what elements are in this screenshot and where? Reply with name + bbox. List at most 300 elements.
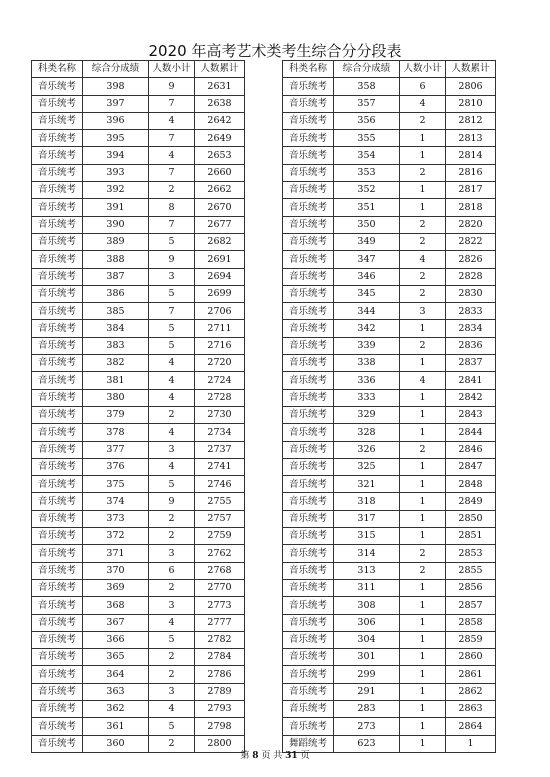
table-row xyxy=(283,233,496,250)
cell-category: 音乐统考 xyxy=(283,493,334,510)
table-row xyxy=(32,233,245,250)
cell-cumulative: 2843 xyxy=(446,406,496,423)
cell-category: 音乐统考 xyxy=(283,631,334,648)
cell-category: 音乐统考 xyxy=(32,424,83,441)
table-row xyxy=(32,285,245,302)
cell-cumulative: 2844 xyxy=(446,424,496,441)
cell-category: 音乐统考 xyxy=(32,597,83,614)
cell-count: 1 xyxy=(400,406,446,423)
cell-count: 5 xyxy=(149,285,195,302)
cell-count: 1 xyxy=(400,631,446,648)
table-row xyxy=(32,406,245,423)
cell-category: 音乐统考 xyxy=(32,199,83,216)
cell-count: 1 xyxy=(400,683,446,700)
page-footer xyxy=(0,748,550,761)
cell-score: 378 xyxy=(83,424,149,441)
cell-category: 音乐统考 xyxy=(32,579,83,596)
cell-count: 2 xyxy=(149,528,195,545)
cell-score: 365 xyxy=(83,649,149,666)
cell-category: 音乐统考 xyxy=(283,597,334,614)
table-row xyxy=(32,666,245,683)
cell-score: 353 xyxy=(334,164,400,181)
cell-category: 音乐统考 xyxy=(32,700,83,717)
table-row xyxy=(283,614,496,631)
page-title: 2020 年高考艺术类考生综合分分段表 xyxy=(148,42,402,60)
cell-score: 283 xyxy=(334,700,400,717)
cell-category: 音乐统考 xyxy=(283,579,334,596)
cell-count: 1 xyxy=(400,735,446,752)
header-count: 人数小计 xyxy=(400,61,446,78)
cell-count: 2 xyxy=(400,562,446,579)
cell-category: 音乐统考 xyxy=(283,78,334,95)
cell-category: 音乐统考 xyxy=(32,458,83,475)
cell-count: 6 xyxy=(400,78,446,95)
cell-category: 音乐统考 xyxy=(283,614,334,631)
table-row xyxy=(283,510,496,527)
cell-count: 2 xyxy=(400,285,446,302)
cell-score: 329 xyxy=(334,406,400,423)
cell-score: 379 xyxy=(83,406,149,423)
table-row xyxy=(32,355,245,372)
cell-count: 1 xyxy=(400,320,446,337)
cell-score: 375 xyxy=(83,476,149,493)
cell-score: 366 xyxy=(83,631,149,648)
table-row xyxy=(283,320,496,337)
cell-category: 音乐统考 xyxy=(32,78,83,95)
cell-cumulative: 2849 xyxy=(446,493,496,510)
cell-category: 音乐统考 xyxy=(32,182,83,199)
table-row xyxy=(283,389,496,406)
cell-count: 3 xyxy=(149,683,195,700)
cell-category: 音乐统考 xyxy=(283,545,334,562)
cell-score: 317 xyxy=(334,510,400,527)
cell-score: 315 xyxy=(334,528,400,545)
cell-cumulative: 1 xyxy=(446,735,496,752)
cell-score: 380 xyxy=(83,389,149,406)
cell-cumulative: 2757 xyxy=(195,510,245,527)
cell-category: 音乐统考 xyxy=(32,216,83,233)
cell-cumulative: 2728 xyxy=(195,389,245,406)
cell-cumulative: 2861 xyxy=(446,666,496,683)
cell-count: 2 xyxy=(149,510,195,527)
table-row xyxy=(283,285,496,302)
cell-category: 音乐统考 xyxy=(283,458,334,475)
cell-cumulative: 2853 xyxy=(446,545,496,562)
cell-count: 1 xyxy=(400,597,446,614)
table-row xyxy=(32,95,245,112)
cell-category: 舞蹈统考 xyxy=(283,735,334,752)
table-row xyxy=(32,164,245,181)
cell-cumulative: 2820 xyxy=(446,216,496,233)
table-row xyxy=(283,130,496,147)
cell-score: 384 xyxy=(83,320,149,337)
cell-score: 301 xyxy=(334,649,400,666)
cell-score: 291 xyxy=(334,683,400,700)
table-row xyxy=(283,579,496,596)
table-row xyxy=(283,147,496,164)
cell-cumulative: 2631 xyxy=(195,78,245,95)
cell-category: 音乐统考 xyxy=(32,233,83,250)
cell-category: 音乐统考 xyxy=(283,112,334,129)
table-row xyxy=(283,372,496,389)
cell-count: 1 xyxy=(400,510,446,527)
cell-category: 音乐统考 xyxy=(283,528,334,545)
table-row xyxy=(283,649,496,666)
table-row xyxy=(283,182,496,199)
cell-cumulative: 2826 xyxy=(446,251,496,268)
cell-score: 377 xyxy=(83,441,149,458)
cell-score: 306 xyxy=(334,614,400,631)
cell-category: 音乐统考 xyxy=(283,164,334,181)
cell-category: 音乐统考 xyxy=(32,251,83,268)
cell-category: 音乐统考 xyxy=(283,406,334,423)
table-row xyxy=(283,562,496,579)
cell-cumulative: 2836 xyxy=(446,337,496,354)
table-row xyxy=(283,251,496,268)
cell-count: 2 xyxy=(400,216,446,233)
cell-category: 音乐统考 xyxy=(32,441,83,458)
cell-cumulative: 2762 xyxy=(195,545,245,562)
cell-score: 345 xyxy=(334,285,400,302)
cell-count: 3 xyxy=(149,268,195,285)
cell-cumulative: 2793 xyxy=(195,700,245,717)
cell-score: 369 xyxy=(83,579,149,596)
cell-category: 音乐统考 xyxy=(283,268,334,285)
cell-count: 6 xyxy=(149,562,195,579)
cell-category: 音乐统考 xyxy=(32,406,83,423)
table-row xyxy=(32,268,245,285)
cell-score: 358 xyxy=(334,78,400,95)
cell-score: 349 xyxy=(334,233,400,250)
cell-score: 373 xyxy=(83,510,149,527)
cell-category: 音乐统考 xyxy=(283,476,334,493)
cell-category: 音乐统考 xyxy=(32,147,83,164)
table-row xyxy=(283,458,496,475)
cell-score: 318 xyxy=(334,493,400,510)
header-category: 科类名称 xyxy=(32,61,83,78)
cell-cumulative: 2716 xyxy=(195,337,245,354)
cell-count: 4 xyxy=(149,614,195,631)
cell-count: 2 xyxy=(149,735,195,752)
cell-count: 1 xyxy=(400,493,446,510)
table-row xyxy=(283,476,496,493)
cell-score: 347 xyxy=(334,251,400,268)
cell-category: 音乐统考 xyxy=(32,355,83,372)
cell-score: 362 xyxy=(83,700,149,717)
table-row xyxy=(32,337,245,354)
cell-category: 音乐统考 xyxy=(32,493,83,510)
cell-score: 273 xyxy=(334,718,400,735)
cell-count: 8 xyxy=(149,199,195,216)
cell-count: 4 xyxy=(149,372,195,389)
cell-count: 4 xyxy=(400,95,446,112)
cell-category: 音乐统考 xyxy=(32,285,83,302)
cell-score: 339 xyxy=(334,337,400,354)
cell-cumulative: 2833 xyxy=(446,303,496,320)
cell-count: 1 xyxy=(400,579,446,596)
cell-cumulative: 2711 xyxy=(195,320,245,337)
cell-category: 音乐统考 xyxy=(32,666,83,683)
cell-category: 音乐统考 xyxy=(32,631,83,648)
cell-category: 音乐统考 xyxy=(283,337,334,354)
cell-category: 音乐统考 xyxy=(283,389,334,406)
cell-count: 1 xyxy=(400,458,446,475)
table-row xyxy=(32,528,245,545)
cell-cumulative: 2817 xyxy=(446,182,496,199)
cell-cumulative: 2812 xyxy=(446,112,496,129)
cell-category: 音乐统考 xyxy=(283,216,334,233)
cell-count: 1 xyxy=(400,182,446,199)
table-row xyxy=(283,406,496,423)
cell-count: 3 xyxy=(149,597,195,614)
table-row xyxy=(283,268,496,285)
cell-category: 音乐统考 xyxy=(32,337,83,354)
cell-category: 音乐统考 xyxy=(32,303,83,320)
cell-score: 396 xyxy=(83,112,149,129)
cell-category: 音乐统考 xyxy=(283,233,334,250)
table-row xyxy=(283,718,496,735)
cell-cumulative: 2813 xyxy=(446,130,496,147)
cell-category: 音乐统考 xyxy=(283,95,334,112)
cell-cumulative: 2660 xyxy=(195,164,245,181)
cell-cumulative: 2682 xyxy=(195,233,245,250)
cell-score: 391 xyxy=(83,199,149,216)
cell-score: 364 xyxy=(83,666,149,683)
cell-category: 音乐统考 xyxy=(32,735,83,752)
cell-cumulative: 2770 xyxy=(195,579,245,596)
table-row xyxy=(32,199,245,216)
cell-score: 355 xyxy=(334,130,400,147)
cell-cumulative: 2786 xyxy=(195,666,245,683)
cell-score: 381 xyxy=(83,372,149,389)
table-row xyxy=(32,493,245,510)
cell-count: 1 xyxy=(400,199,446,216)
table-row xyxy=(283,424,496,441)
cell-category: 音乐统考 xyxy=(32,268,83,285)
cell-score: 376 xyxy=(83,458,149,475)
cell-category: 音乐统考 xyxy=(283,649,334,666)
cell-score: 389 xyxy=(83,233,149,250)
cell-count: 1 xyxy=(400,649,446,666)
cell-category: 音乐统考 xyxy=(283,372,334,389)
cell-score: 397 xyxy=(83,95,149,112)
cell-score: 299 xyxy=(334,666,400,683)
cell-score: 360 xyxy=(83,735,149,752)
cell-cumulative: 2737 xyxy=(195,441,245,458)
cell-score: 388 xyxy=(83,251,149,268)
cell-score: 370 xyxy=(83,562,149,579)
cell-cumulative: 2830 xyxy=(446,285,496,302)
cell-count: 4 xyxy=(149,112,195,129)
cell-score: 311 xyxy=(334,579,400,596)
cell-category: 音乐统考 xyxy=(32,528,83,545)
cell-count: 1 xyxy=(400,700,446,717)
cell-score: 308 xyxy=(334,597,400,614)
cell-cumulative: 2837 xyxy=(446,355,496,372)
cell-score: 328 xyxy=(334,424,400,441)
cell-cumulative: 2653 xyxy=(195,147,245,164)
cell-score: 363 xyxy=(83,683,149,700)
cell-count: 4 xyxy=(149,458,195,475)
cell-cumulative: 2857 xyxy=(446,597,496,614)
cell-cumulative: 2642 xyxy=(195,112,245,129)
cell-count: 1 xyxy=(400,130,446,147)
cell-count: 2 xyxy=(400,233,446,250)
cell-count: 1 xyxy=(400,666,446,683)
cell-count: 1 xyxy=(400,718,446,735)
cell-count: 1 xyxy=(400,614,446,631)
table-row xyxy=(283,597,496,614)
cell-score: 383 xyxy=(83,337,149,354)
cell-count: 1 xyxy=(400,389,446,406)
table-row xyxy=(32,216,245,233)
footer-mid: 页 共 xyxy=(261,751,283,761)
table-row xyxy=(32,545,245,562)
table-row xyxy=(32,476,245,493)
table-row xyxy=(283,164,496,181)
cell-score: 333 xyxy=(334,389,400,406)
cell-score: 387 xyxy=(83,268,149,285)
cell-count: 3 xyxy=(149,545,195,562)
cell-count: 1 xyxy=(400,424,446,441)
table-row xyxy=(32,458,245,475)
cell-cumulative: 2789 xyxy=(195,683,245,700)
cell-count: 2 xyxy=(400,112,446,129)
cell-score: 374 xyxy=(83,493,149,510)
table-row xyxy=(32,303,245,320)
cell-cumulative: 2649 xyxy=(195,130,245,147)
cell-count: 7 xyxy=(149,216,195,233)
cell-count: 9 xyxy=(149,493,195,510)
cell-category: 音乐统考 xyxy=(283,285,334,302)
table-row xyxy=(283,337,496,354)
cell-cumulative: 2699 xyxy=(195,285,245,302)
cell-count: 5 xyxy=(149,718,195,735)
cell-category: 音乐统考 xyxy=(32,510,83,527)
cell-category: 音乐统考 xyxy=(283,562,334,579)
cell-cumulative: 2846 xyxy=(446,441,496,458)
cell-cumulative: 2670 xyxy=(195,199,245,216)
cell-count: 3 xyxy=(400,303,446,320)
cell-cumulative: 2730 xyxy=(195,406,245,423)
cell-score: 386 xyxy=(83,285,149,302)
cell-cumulative: 2851 xyxy=(446,528,496,545)
table-header-row xyxy=(283,61,496,78)
cell-count: 5 xyxy=(149,631,195,648)
cell-score: 394 xyxy=(83,147,149,164)
cell-cumulative: 2818 xyxy=(446,199,496,216)
footer-prefix: 第 xyxy=(240,751,250,761)
cell-cumulative: 2856 xyxy=(446,579,496,596)
table-row xyxy=(283,631,496,648)
cell-count: 9 xyxy=(149,251,195,268)
cell-cumulative: 2782 xyxy=(195,631,245,648)
cell-cumulative: 2759 xyxy=(195,528,245,545)
cell-cumulative: 2746 xyxy=(195,476,245,493)
cell-score: 326 xyxy=(334,441,400,458)
cell-category: 音乐统考 xyxy=(283,700,334,717)
cell-count: 2 xyxy=(400,545,446,562)
header-cumulative: 人数累计 xyxy=(195,61,245,78)
table-row xyxy=(283,95,496,112)
table-row xyxy=(283,303,496,320)
cell-cumulative: 2806 xyxy=(446,78,496,95)
cell-score: 342 xyxy=(334,320,400,337)
cell-cumulative: 2847 xyxy=(446,458,496,475)
cell-category: 音乐统考 xyxy=(32,614,83,631)
cell-score: 368 xyxy=(83,597,149,614)
table-row xyxy=(32,78,245,95)
cell-score: 367 xyxy=(83,614,149,631)
table-row xyxy=(32,389,245,406)
table-row xyxy=(283,199,496,216)
score-table-right xyxy=(282,60,496,753)
table-row xyxy=(283,112,496,129)
cell-cumulative: 2677 xyxy=(195,216,245,233)
cell-category: 音乐统考 xyxy=(32,476,83,493)
table-row xyxy=(283,78,496,95)
table-row xyxy=(32,631,245,648)
cell-score: 314 xyxy=(334,545,400,562)
cell-category: 音乐统考 xyxy=(283,424,334,441)
cell-cumulative: 2784 xyxy=(195,649,245,666)
cell-score: 338 xyxy=(334,355,400,372)
cell-count: 2 xyxy=(149,406,195,423)
header-cumulative: 人数累计 xyxy=(446,61,496,78)
table-row xyxy=(32,112,245,129)
cell-category: 音乐统考 xyxy=(283,441,334,458)
cell-category: 音乐统考 xyxy=(283,251,334,268)
cell-cumulative: 2850 xyxy=(446,510,496,527)
table-row xyxy=(283,545,496,562)
cell-score: 392 xyxy=(83,182,149,199)
cell-count: 5 xyxy=(149,320,195,337)
cell-cumulative: 2860 xyxy=(446,649,496,666)
cell-count: 2 xyxy=(149,579,195,596)
cell-category: 音乐统考 xyxy=(283,718,334,735)
table-row xyxy=(32,251,245,268)
table-row xyxy=(32,372,245,389)
footer-suffix: 页 xyxy=(300,751,310,761)
cell-cumulative: 2773 xyxy=(195,597,245,614)
cell-count: 4 xyxy=(400,251,446,268)
table-row xyxy=(32,649,245,666)
cell-cumulative: 2859 xyxy=(446,631,496,648)
cell-cumulative: 2810 xyxy=(446,95,496,112)
cell-cumulative: 2734 xyxy=(195,424,245,441)
table-row xyxy=(283,493,496,510)
cell-cumulative: 2777 xyxy=(195,614,245,631)
cell-category: 音乐统考 xyxy=(283,303,334,320)
cell-score: 346 xyxy=(334,268,400,285)
cell-count: 2 xyxy=(149,666,195,683)
cell-category: 音乐统考 xyxy=(283,130,334,147)
cell-count: 7 xyxy=(149,95,195,112)
cell-category: 音乐统考 xyxy=(32,389,83,406)
cell-count: 1 xyxy=(400,147,446,164)
cell-category: 音乐统考 xyxy=(283,666,334,683)
cell-cumulative: 2755 xyxy=(195,493,245,510)
cell-cumulative: 2724 xyxy=(195,372,245,389)
cell-count: 4 xyxy=(149,355,195,372)
cell-cumulative: 2706 xyxy=(195,303,245,320)
cell-score: 393 xyxy=(83,164,149,181)
cell-cumulative: 2822 xyxy=(446,233,496,250)
cell-category: 音乐统考 xyxy=(32,320,83,337)
header-category: 科类名称 xyxy=(283,61,334,78)
table-row xyxy=(32,614,245,631)
header-score: 综合分成绩 xyxy=(334,61,400,78)
